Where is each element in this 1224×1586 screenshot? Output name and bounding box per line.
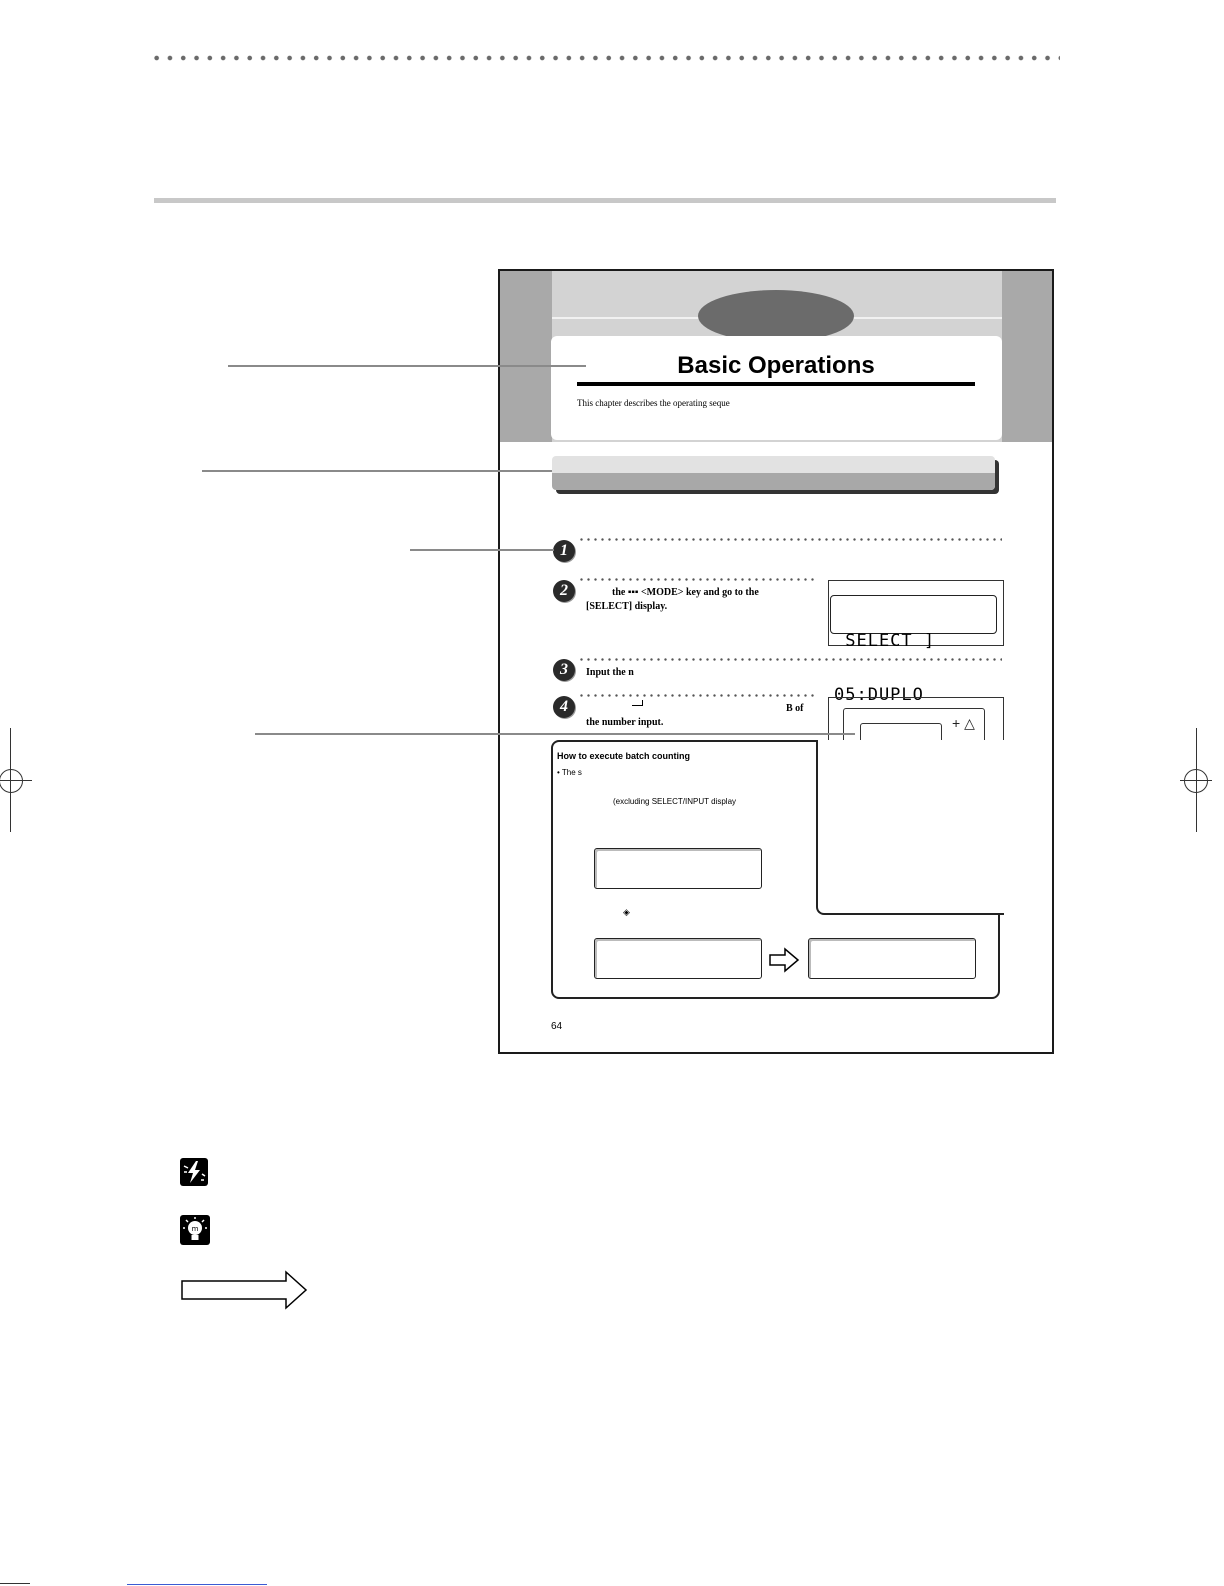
enter-key-icon	[632, 700, 643, 706]
step-text: the number input.	[586, 717, 664, 728]
info-box-title: How to execute batch counting	[557, 751, 691, 761]
step-number: 2	[553, 580, 575, 602]
batch-counting-info-box	[551, 740, 1000, 999]
right-arrow-icon	[180, 1270, 308, 1310]
lightbulb-icon	[180, 1215, 210, 1245]
callout-line-illustration	[255, 733, 855, 735]
step-text: B of	[786, 703, 804, 714]
start-key-icon: ◈	[623, 907, 630, 917]
chapter-description: This chapter describes the operating seque	[577, 398, 730, 408]
callout-line-chapter-title	[228, 365, 586, 367]
callout-line-section-title	[202, 470, 552, 472]
section-title-bar	[552, 456, 995, 490]
info-box-note: (excluding SELECT/INPUT display	[613, 797, 737, 806]
select-lcd: SELECT ] 05:DUPLO	[830, 595, 997, 634]
step-text: Input the n	[586, 667, 634, 678]
top-dotted-border	[150, 54, 1060, 62]
page-number: 64	[551, 1021, 563, 1032]
sample-page-illustration	[498, 269, 1054, 1054]
info-box-bullet: • The s	[557, 768, 582, 777]
chapter-title: Basic Operations	[677, 352, 875, 379]
step-number: 1	[553, 540, 575, 562]
info-lcd-1	[594, 848, 762, 889]
svg-text:m: m	[191, 1225, 199, 1233]
lightning-icon	[180, 1158, 208, 1186]
chapter-number-oval	[698, 290, 854, 342]
info-lcd-3	[808, 938, 976, 979]
up-arrow-icon: + △	[952, 715, 975, 731]
chapter-title-card	[551, 336, 1002, 440]
step-text: [SELECT] display.	[586, 601, 668, 612]
step-text: the ▪▪▪ <MODE> key and go to the	[612, 587, 759, 598]
info-lcd-2	[594, 938, 762, 979]
step-number: 4	[553, 696, 575, 718]
header-rule	[154, 198, 1056, 203]
callout-line-step-number	[410, 549, 554, 551]
step-number: 3	[553, 659, 575, 681]
right-arrow-icon	[769, 948, 799, 972]
